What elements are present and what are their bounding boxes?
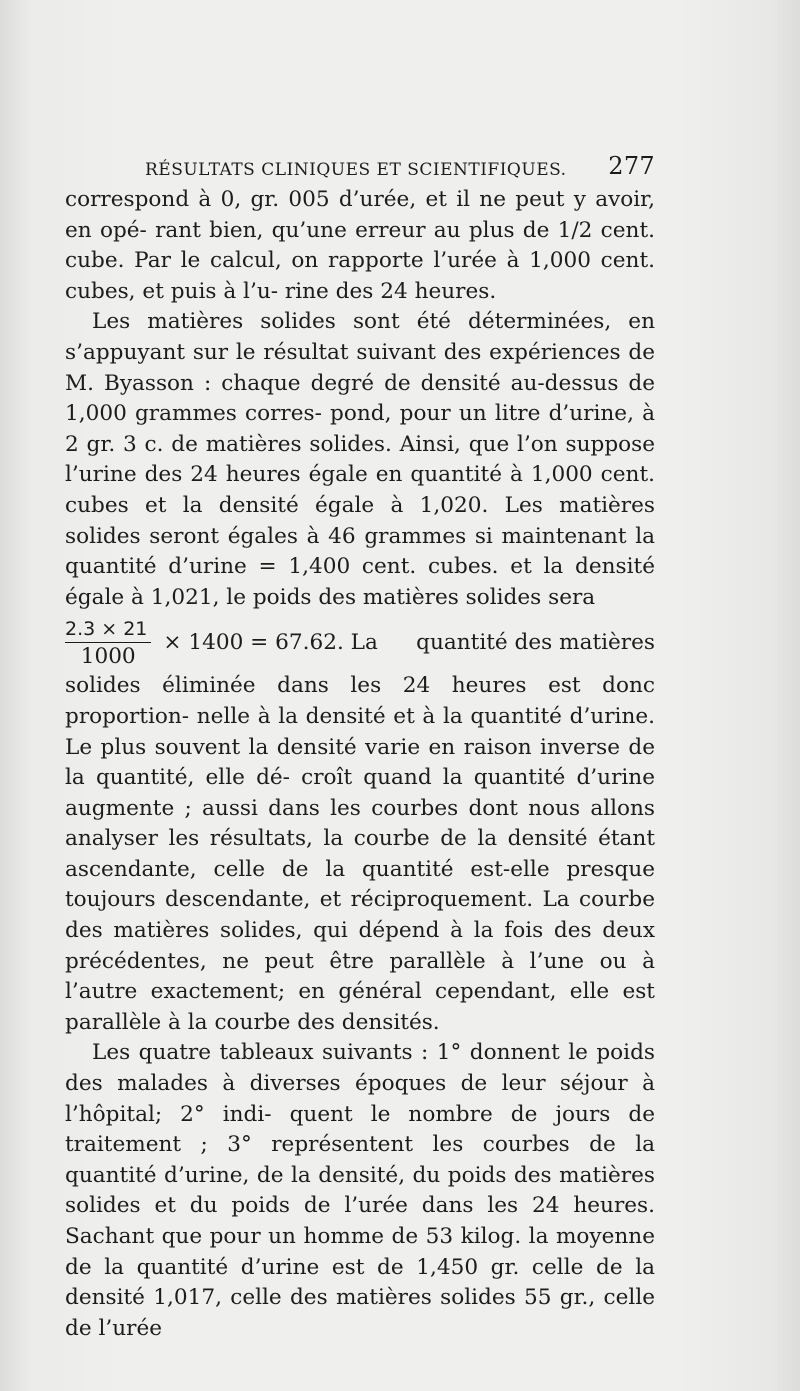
text-line: égale en quantité à 1,000 cent. cubes et la densité égale à bbox=[65, 462, 655, 518]
text-line: solides éliminée dans les 24 heures est donc proportion- bbox=[65, 673, 655, 729]
text-line: presque toujours descendante, et réciproquement. La bbox=[65, 856, 655, 913]
text-line: la quantité d’urine est de 1,450 gr. celle de la densité bbox=[65, 1254, 655, 1311]
formula-expression: × 1400 = 67.62. La bbox=[163, 630, 378, 656]
running-head: RÉSULTATS CLINIQUES ET SCIENTIFIQUES. bbox=[145, 160, 567, 180]
text-line: exactement; en général cependant, elle est parallèle à la bbox=[65, 979, 655, 1035]
text-line: courbes dont nous allons analyser les résultats, la courbe bbox=[65, 795, 655, 852]
text-line: 1,020. Les matières solides seront égales à 46 grammes si bbox=[65, 492, 655, 549]
text-line: la densité varie en raison inverse de la quantité, elle dé- bbox=[65, 734, 655, 791]
text-line: rant bien, qu’une erreur au plus de 1/2 cent. cube. Par le bbox=[65, 217, 655, 274]
text-line: rine des 24 heures. bbox=[284, 278, 497, 304]
paragraph bbox=[65, 185, 655, 307]
text-line: correspond à 0, gr. 005 d’urée, et il ne peut y avoir, en opé‐ bbox=[65, 187, 655, 243]
text-line: calcul, on rapporte l’urée à 1,000 cent. cubes, et puis à l’u- bbox=[65, 248, 655, 304]
text-line: quent le nombre de jours de traitement ; 3° représentent bbox=[65, 1101, 655, 1158]
text-line: de la densité étant ascendante, celle de la quantité est-elle bbox=[65, 826, 656, 882]
page-number: 277 bbox=[608, 152, 655, 180]
formula-continuation: quantité des matières bbox=[416, 630, 655, 656]
paragraph bbox=[65, 1038, 655, 1344]
fraction-numerator: 2.3 × 21 bbox=[65, 617, 151, 643]
paragraph bbox=[65, 307, 655, 613]
text-line: courbe des matières solides, qui dépend à la fois des deux bbox=[65, 887, 655, 944]
fraction-denominator: 1000 bbox=[80, 644, 136, 670]
text-line: Sachant que pour un homme de 53 kilog. la moyenne de bbox=[65, 1224, 655, 1280]
body-text bbox=[65, 185, 655, 1344]
text-line: sur le résultat suivant des expériences de M. Byasson : bbox=[65, 339, 655, 396]
text-line: malades à diverses époques de leur séjour à l’hôpital; 2° indi- bbox=[65, 1071, 655, 1127]
text-line: courbe des densités. bbox=[214, 1009, 440, 1035]
text-line: 1,017, celle des matières solides 55 gr., celle de l’urée bbox=[65, 1285, 655, 1341]
text-line: les courbes de la quantité d’urine, de la densité, du poids bbox=[65, 1132, 655, 1188]
text-line: solides. Ainsi, que l’on suppose l’urine des 24 heures bbox=[65, 431, 656, 488]
paragraph bbox=[65, 671, 655, 1038]
text-line: pond, pour un litre d’urine, à 2 gr. 3 c. de matières bbox=[65, 401, 655, 457]
text-line: maintenant la quantité d’urine = 1,400 cent. cubes. et la bbox=[65, 523, 655, 580]
text-line: précédentes, ne peut être parallèle à l’une ou à l’autre bbox=[65, 948, 655, 1005]
fraction bbox=[65, 617, 151, 669]
text-line: Les matières solides sont été déterminées, en s’appuyant bbox=[65, 309, 655, 365]
formula-line bbox=[65, 615, 655, 671]
text-line: chaque degré de densité au-dessus de 1,000 grammes corres- bbox=[65, 370, 655, 427]
text-line: densité égale à 1,021, le poids des matières solides sera bbox=[65, 554, 655, 610]
text-line: nelle à la densité et à la quantité d’urine. Le plus souvent bbox=[65, 703, 655, 760]
text-line: des matières solides et du poids de l’urée dans les 24 heures. bbox=[65, 1162, 655, 1219]
page-header bbox=[145, 150, 655, 182]
formula-text bbox=[163, 628, 655, 659]
text-line: Les quatre tableaux suivants : 1° donnent le poids des bbox=[65, 1040, 655, 1097]
text-line: croît quand la quantité d’urine augmente ; aussi dans les bbox=[65, 765, 655, 821]
